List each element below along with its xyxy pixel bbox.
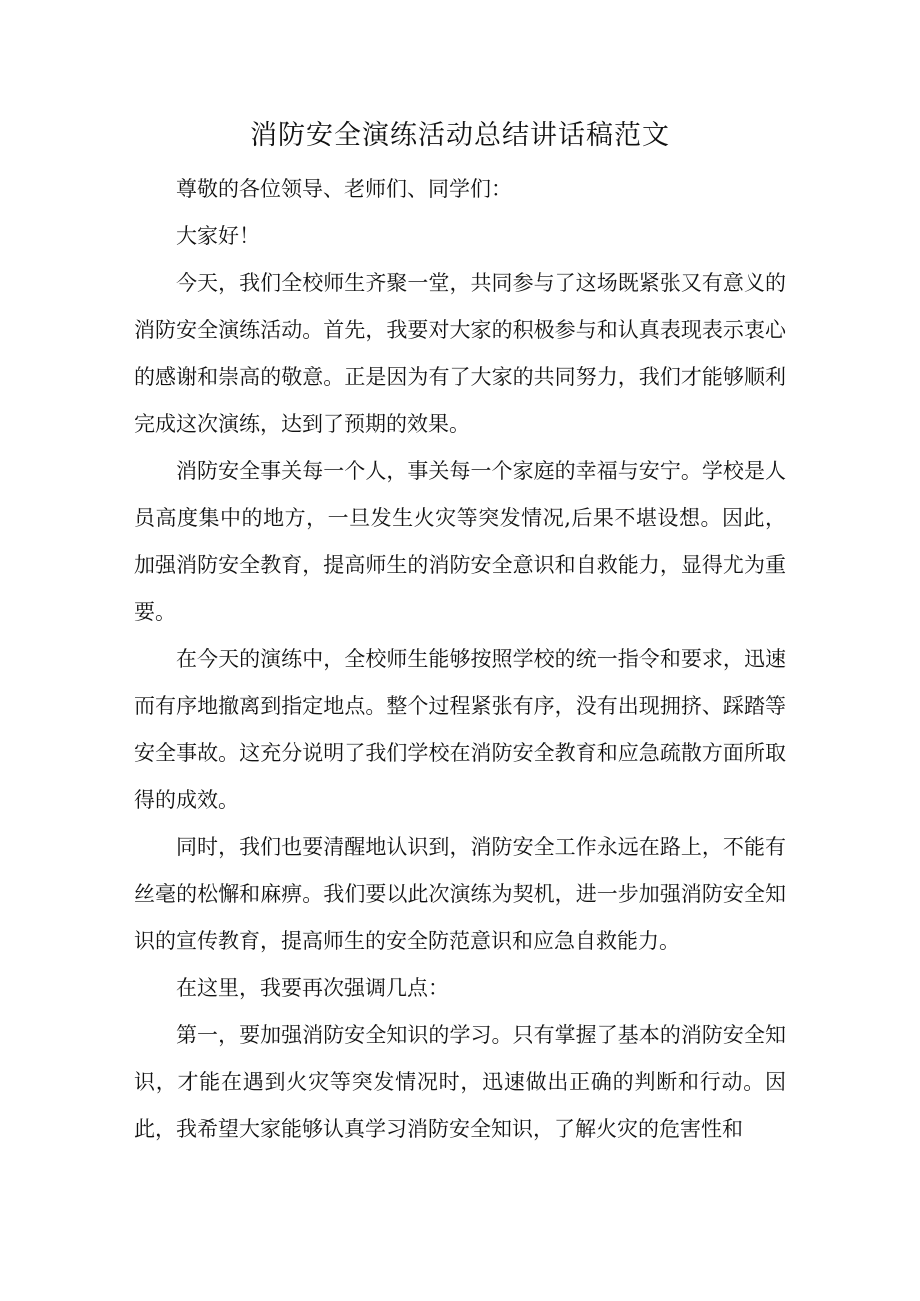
salutation-paragraph: 大家好！ — [176, 224, 260, 248]
document-body — [134, 166, 786, 1153]
greeting-paragraph: 尊敬的各位领导、老师们、同学们： — [176, 177, 512, 201]
body-paragraph: 第一，要加强消防安全知识的学习。只有掌握了基本的消防安全知识，才能在遇到火灾等突发情况时，迅速做出正确的判断和行动。因此，我希望大家能够认真学习消防安全知识，了解火灾的危害性和 — [134, 1023, 786, 1141]
body-paragraph: 消防安全事关每一个人，事关每一个家庭的幸福与安宁。学校是人员高度集中的地方，一旦发生火灾等突发情况,后果不堪设想。因此，加强消防安全教育，提高师生的消防安全意识和自救能力，显得尤为重要。 — [134, 459, 786, 624]
document-title: 消防安全演练活动总结讲话稿范文 — [250, 120, 670, 151]
body-paragraph: 同时，我们也要清醒地认识到，消防安全工作永远在路上，不能有丝毫的松懈和麻痹。我们要以此次演练为契机，进一步加强消防安全知识的宣传教育，提高师生的安全防范意识和应急自救能力。 — [134, 835, 786, 953]
body-paragraph: 在今天的演练中，全校师生能够按照学校的统一指令和要求，迅速而有序地撤离到指定地点。整个过程紧张有序，没有出现拥挤、踩踏等安全事故。这充分说明了我们学校在消防安全教育和应急疏散方面所取得的成效。 — [134, 647, 786, 812]
body-paragraph: 今天，我们全校师生齐聚一堂，共同参与了这场既紧张又有意义的消防安全演练活动。首先，我要对大家的积极参与和认真表现表示衷心的感谢和崇高的敬意。正是因为有了大家的共同努力，我们才能够顺利完成这次演练，达到了预期的效果。 — [134, 271, 786, 436]
body-paragraph: 在这里，我要再次强调几点： — [176, 976, 449, 1000]
